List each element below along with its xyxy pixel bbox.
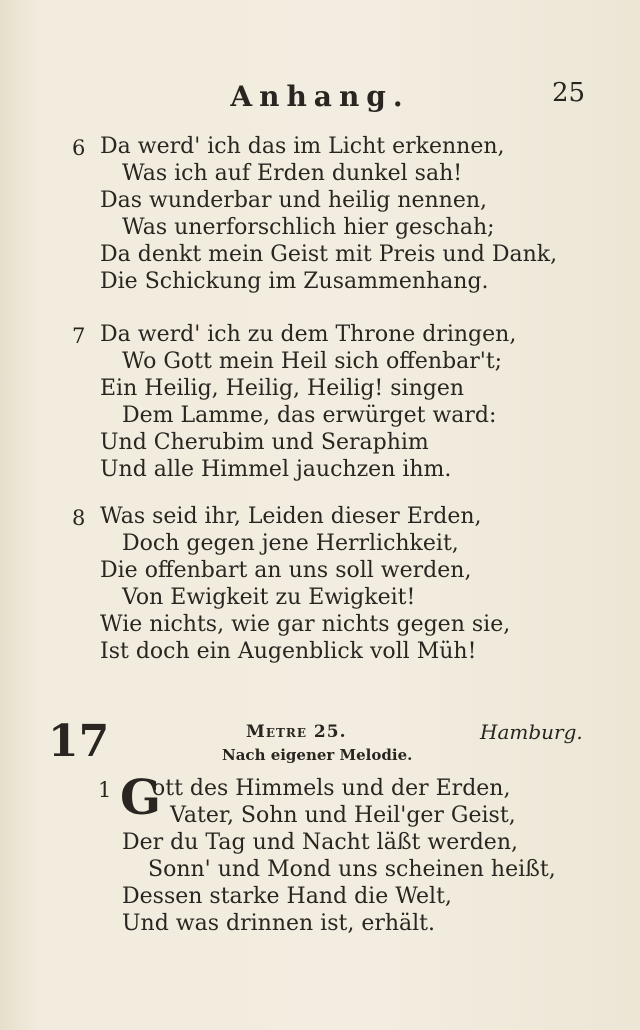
verse-line: ott des Himmels und der Erden, (152, 776, 511, 801)
verse-line: Ein Heilig, Heilig, Heilig! singen (100, 376, 465, 401)
hymn-number: 17 (48, 716, 110, 767)
metre-label: Metre 25. (246, 722, 347, 742)
stanza-number: 1 (98, 778, 112, 802)
verse-line: Da werd' ich zu dem Throne dringen, (100, 322, 517, 347)
verse-line: Von Ewigkeit zu Ewigkeit! (122, 585, 416, 610)
verse-line: Wie nichts, wie gar nichts gegen sie, (100, 612, 511, 637)
verse-line: Ist doch ein Augenblick voll Müh! (100, 639, 477, 664)
verse-line: Und was drinnen ist, erhält. (122, 911, 436, 936)
verse-line: Sonn' und Mond uns scheinen heißt, (148, 857, 556, 882)
verse-line: Die Schickung im Zusammenhang. (100, 269, 489, 294)
verse-line: Vater, Sohn und Heil'ger Geist, (170, 803, 516, 828)
verse-line: Da werd' ich das im Licht erkennen, (100, 134, 505, 159)
verse-line: Was seid ihr, Leiden dieser Erden, (100, 504, 482, 529)
melody-note: Nach eigener Melodie. (222, 746, 413, 764)
verse-line: Was ich auf Erden dunkel sah! (122, 161, 463, 186)
drop-cap: G (120, 770, 161, 826)
verse-line: Und alle Himmel jauchzen ihm. (100, 457, 452, 482)
verse-line: Die offenbart an uns soll werden, (100, 558, 472, 583)
verse-line: Der du Tag und Nacht läßt werden, (122, 830, 518, 855)
verse-line: Und Cherubim und Seraphim (100, 430, 429, 455)
page-number: 25 (552, 78, 586, 108)
verse-line: Wo Gott mein Heil sich offenbar't; (122, 349, 503, 374)
running-header-title: Anhang. (230, 80, 410, 113)
verse-line: Dem Lamme, das erwürget ward: (122, 403, 497, 428)
stanza-number: 7 (72, 324, 86, 348)
verse-line: Doch gegen jene Herrlichkeit, (122, 531, 459, 556)
stanza-number: 8 (72, 506, 86, 530)
verse-line: Da denkt mein Geist mit Preis und Dank, (100, 242, 558, 267)
stanza-number: 6 (72, 136, 86, 160)
verse-line: Was unerforschlich hier geschah; (122, 215, 495, 240)
tune-name: Hamburg. (480, 720, 583, 744)
verse-line: Dessen starke Hand die Welt, (122, 884, 452, 909)
verse-line: Das wunderbar und heilig nennen, (100, 188, 488, 213)
